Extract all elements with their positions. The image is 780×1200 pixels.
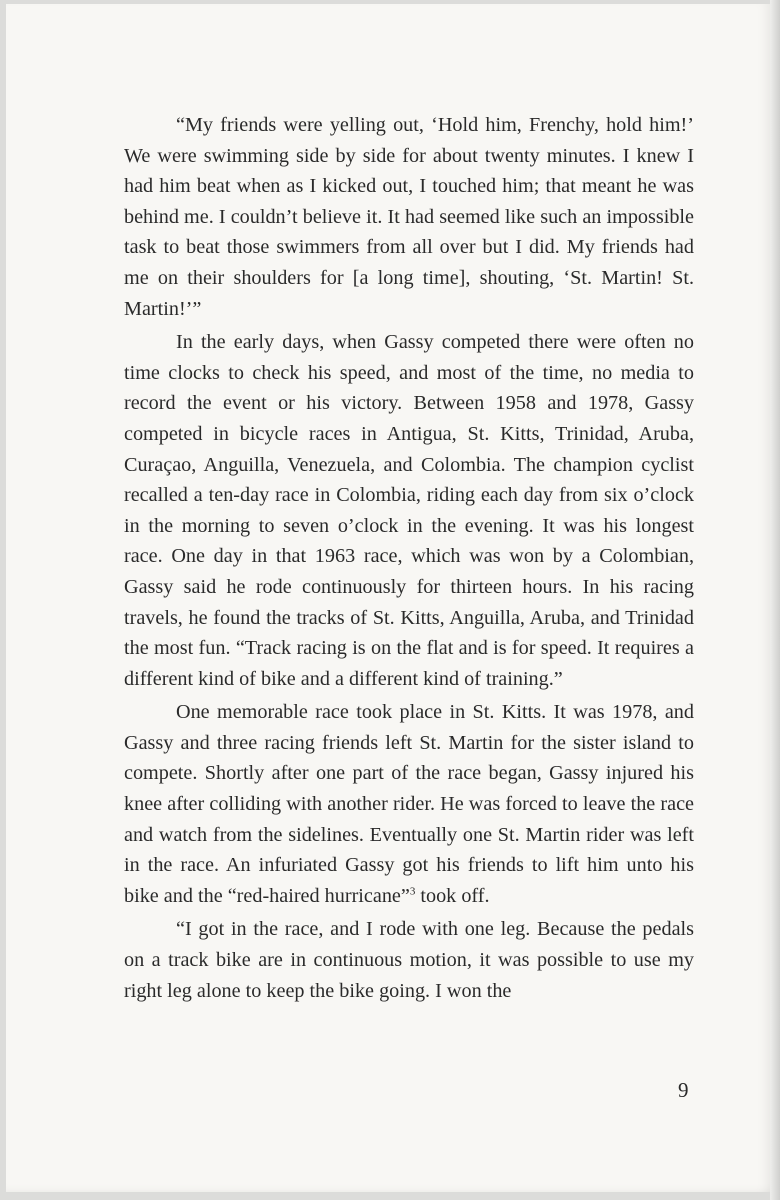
paragraph-3 bbox=[124, 697, 694, 911]
paragraph-3-text: One memorable race took place in St. Kitts. It was 1978, and Gassy and three racing friends left St. Martin for the sister island to compete. Shortly after one part of the race began, Gassy injured his knee after colliding with another rider. He was forced to leave the race and watch from the sidelines. Eventually one St. Martin rider was left in the race. An infuriated Gassy got his friends to lift him unto his bike and the “red-haired hurricane” bbox=[124, 701, 694, 907]
book-page bbox=[6, 4, 770, 1192]
page-edge-shadow bbox=[770, 0, 780, 1200]
paragraph-3-end: took off. bbox=[415, 884, 490, 907]
body-text bbox=[124, 110, 694, 1009]
page-number: 9 bbox=[678, 1078, 689, 1102]
paragraph-4: “I got in the race, and I rode with one leg. Because the pedals on a track bike are in continuous motion, it was possible to use my right leg alone to keep the bike going. I won the bbox=[124, 918, 694, 1002]
paragraph-2: In the early days, when Gassy competed there were often no time clocks to check his speed, and most of the time, no media to record the event or his victory. Between 1958 and 1978, Gassy competed in bicycle races in Antigua, St. Kitts, Trinidad, Aruba, Curaçao, Anguilla, Venezuela, and Colombia. The champion cyclist recalled a ten-day race in Colombia, riding each day from six o’clock in the morning to seven o’clock in the evening. It was his longest race. One day in that 1963 race, which was won by a Colombian, Gassy said he rode continuously for thirteen hours. In his racing travels, he found the tracks of St. Kitts, Anguilla, Aruba, and Trinidad the most fun. “Track racing is on the flat and is for speed. It requires a different kind of bike and a different kind of training.” bbox=[124, 331, 694, 690]
paragraph-1: “My friends were yelling out, ‘Hold him, Frenchy, hold him!’ We were swimming side by side for about twenty minutes. I knew I had him beat when as I kicked out, I touched him; that meant he was behind me. I couldn’t believe it. It had seemed like such an impossible task to beat those swimmers from all over but I did. My friends had me on their shoulders for [a long time], shouting, ‘St. Martin! St. Martin!’” bbox=[124, 114, 694, 320]
footnote-marker: 3 bbox=[409, 885, 416, 898]
